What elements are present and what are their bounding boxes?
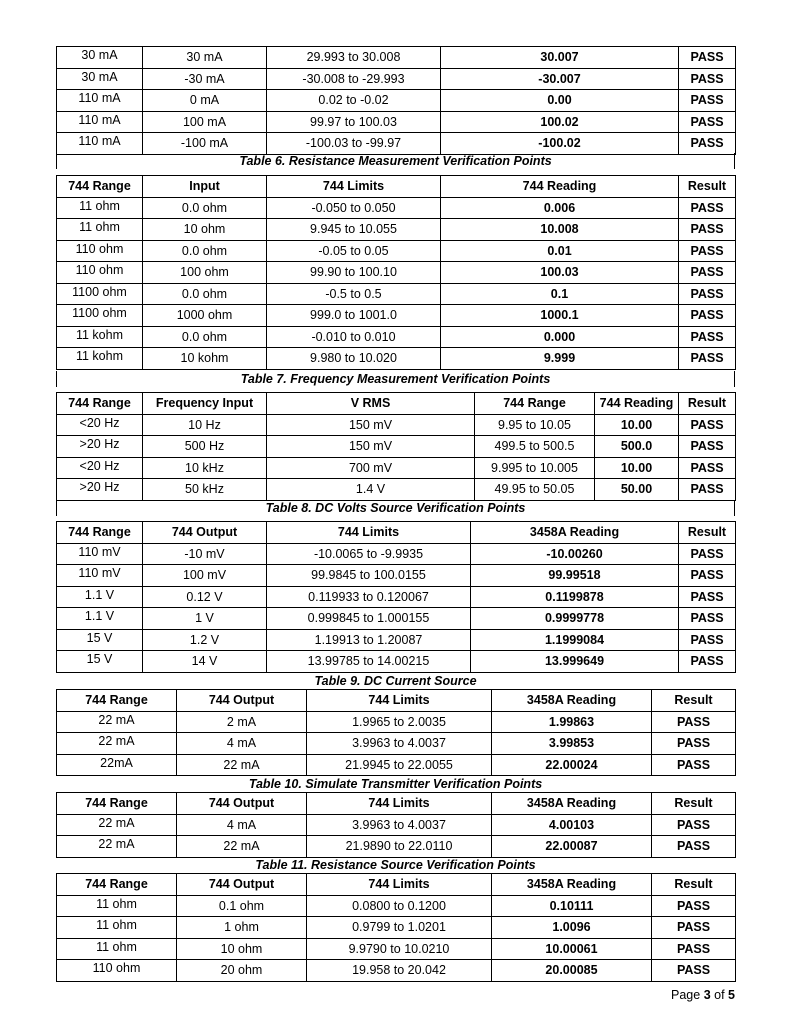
table-cell: 0.12 V — [143, 586, 267, 608]
table-cell: PASS — [652, 917, 736, 939]
table-cell: 49.95 to 50.05 — [475, 479, 595, 501]
table-cell: PASS — [679, 326, 736, 348]
table-row — [57, 733, 736, 755]
table-cell: PASS — [679, 436, 736, 458]
table-cell: 20.00085 — [492, 960, 652, 982]
page-total: 5 — [728, 988, 735, 1002]
table-row — [57, 565, 736, 587]
table-cell: 0 mA — [143, 90, 267, 112]
column-header: 744 Output — [143, 522, 267, 544]
table-row — [57, 917, 736, 939]
of-word: of — [714, 988, 725, 1002]
table-cell: PASS — [679, 240, 736, 262]
table-9 — [56, 689, 736, 776]
table-cell: 50 kHz — [143, 479, 267, 501]
column-header: 744 Range — [57, 393, 143, 415]
table-row — [57, 262, 736, 284]
table-cell: PASS — [679, 414, 736, 436]
table-cell: 11 ohm — [57, 895, 177, 917]
table-header-row — [57, 176, 736, 198]
table-cell: 0.0 ohm — [143, 197, 267, 219]
table-cell: 1.99863 — [492, 711, 652, 733]
column-header: Frequency Input — [143, 393, 267, 415]
table-cell: 0.1 ohm — [177, 895, 307, 917]
table-cell: -30.007 — [441, 68, 679, 90]
table-cell: PASS — [679, 479, 736, 501]
table-cell: 0.0 ohm — [143, 283, 267, 305]
table-cell: 30 mA — [57, 68, 143, 90]
table-cell: -100 mA — [143, 133, 267, 155]
table-8 — [56, 521, 736, 673]
table-10-caption: Table 10. Simulate Transmitter Verification Points — [248, 777, 543, 791]
table-cell: PASS — [679, 47, 736, 69]
table-cell: 1.9965 to 2.0035 — [307, 711, 492, 733]
column-header: V RMS — [267, 393, 475, 415]
table-header-row — [57, 874, 736, 896]
table-cell: 110 mV — [57, 543, 143, 565]
table-cell: PASS — [679, 133, 736, 155]
table-cell: 10 Hz — [143, 414, 267, 436]
table-cell: 100 ohm — [143, 262, 267, 284]
page-word: Page — [671, 988, 701, 1002]
table-cell: 22.00087 — [492, 836, 652, 858]
table-cell: 110 ohm — [57, 240, 143, 262]
table-cell: >20 Hz — [57, 479, 143, 501]
table-row — [57, 348, 736, 370]
table-row — [57, 414, 736, 436]
table-row — [57, 111, 736, 133]
table-cell: 99.9845 to 100.0155 — [267, 565, 471, 587]
column-header: Result — [652, 874, 736, 896]
table-cell: -100.02 — [441, 133, 679, 155]
table-cell: 1 V — [143, 608, 267, 630]
table-row — [57, 305, 736, 327]
table-row — [57, 240, 736, 262]
table-row — [57, 608, 736, 630]
column-header: 744 Limits — [307, 793, 492, 815]
table-cell: 150 mV — [267, 414, 475, 436]
table-cell: 19.958 to 20.042 — [307, 960, 492, 982]
column-header: 744 Limits — [267, 522, 471, 544]
table-row — [57, 814, 736, 836]
table-cell: 1.4 V — [267, 479, 475, 501]
table-cell: 13.999649 — [471, 651, 679, 673]
table-cell: 9.995 to 10.005 — [475, 457, 595, 479]
table-cell: 30 mA — [57, 47, 143, 69]
table-cell: 10.00 — [595, 457, 679, 479]
table-cell: 20 ohm — [177, 960, 307, 982]
table-row — [57, 895, 736, 917]
table-row — [57, 938, 736, 960]
table-cell: 150 mV — [267, 436, 475, 458]
table-row — [57, 479, 736, 501]
table-cell: 100.03 — [441, 262, 679, 284]
table-cell: 3.9963 to 4.0037 — [307, 814, 492, 836]
table-cell: -100.03 to -99.97 — [267, 133, 441, 155]
table-cell: 22mA — [57, 754, 177, 776]
column-header: 744 Output — [177, 793, 307, 815]
table-cell: 11 kohm — [57, 348, 143, 370]
table-cell: 999.0 to 1001.0 — [267, 305, 441, 327]
table-cell: 10 ohm — [177, 938, 307, 960]
table-cell: 0.006 — [441, 197, 679, 219]
table-cell: PASS — [652, 895, 736, 917]
table-row — [57, 47, 736, 69]
column-header: 3458A Reading — [492, 690, 652, 712]
table-row — [57, 90, 736, 112]
table-cell: 1.2 V — [143, 629, 267, 651]
table-row — [57, 629, 736, 651]
column-header: Result — [679, 393, 736, 415]
table-cell: 110 mA — [57, 90, 143, 112]
column-header: 3458A Reading — [471, 522, 679, 544]
table-5-continued — [56, 46, 736, 155]
table-cell: 11 kohm — [57, 326, 143, 348]
table-cell: PASS — [679, 197, 736, 219]
table-cell: 0.1199878 — [471, 586, 679, 608]
table-cell: 0.02 to -0.02 — [267, 90, 441, 112]
table-cell: 10 ohm — [143, 219, 267, 241]
table-cell: -0.5 to 0.5 — [267, 283, 441, 305]
column-header: 744 Range — [475, 393, 595, 415]
table-cell: 99.97 to 100.03 — [267, 111, 441, 133]
table-row — [57, 711, 736, 733]
table-cell: -30 mA — [143, 68, 267, 90]
table-cell: 14 V — [143, 651, 267, 673]
table-8-caption: Table 8. DC Volts Source Verification Points — [56, 500, 735, 516]
table-cell: 100 mV — [143, 565, 267, 587]
column-header: 744 Range — [57, 690, 177, 712]
table-cell: 100.02 — [441, 111, 679, 133]
table-11-caption: Table 11. Resistance Source Verification Points — [255, 858, 536, 872]
table-cell: PASS — [679, 111, 736, 133]
table-cell: PASS — [679, 543, 736, 565]
table-cell: -30.008 to -29.993 — [267, 68, 441, 90]
column-header: Result — [679, 522, 736, 544]
table-cell: 11 ohm — [57, 917, 177, 939]
table-row — [57, 68, 736, 90]
table-cell: 10 kHz — [143, 457, 267, 479]
table-cell: 1000 ohm — [143, 305, 267, 327]
table-cell: 1.19913 to 1.20087 — [267, 629, 471, 651]
table-header-row — [57, 522, 736, 544]
table-cell: 11 ohm — [57, 219, 143, 241]
table-cell: 1100 ohm — [57, 305, 143, 327]
table-6 — [56, 175, 736, 370]
table-cell: 1100 ohm — [57, 283, 143, 305]
table-cell: 0.999845 to 1.000155 — [267, 608, 471, 630]
table-cell: 9.980 to 10.020 — [267, 348, 441, 370]
page-current: 3 — [703, 988, 711, 1002]
table-cell: 22.00024 — [492, 754, 652, 776]
table-cell: PASS — [652, 836, 736, 858]
column-header: Result — [652, 793, 736, 815]
column-header: 744 Limits — [267, 176, 441, 198]
table-cell: PASS — [679, 219, 736, 241]
table-cell: PASS — [679, 262, 736, 284]
table-cell: PASS — [679, 457, 736, 479]
table-cell: 99.99518 — [471, 565, 679, 587]
table-cell: 110 ohm — [57, 960, 177, 982]
table-row — [57, 283, 736, 305]
table-cell: 0.119933 to 0.120067 — [267, 586, 471, 608]
table-cell: 700 mV — [267, 457, 475, 479]
table-10 — [56, 792, 736, 858]
table-row — [57, 836, 736, 858]
table-cell: PASS — [652, 711, 736, 733]
table-cell: 21.9890 to 22.0110 — [307, 836, 492, 858]
table-cell: PASS — [652, 754, 736, 776]
table-cell: 4 mA — [177, 814, 307, 836]
table-row — [57, 754, 736, 776]
table-cell: 110 ohm — [57, 262, 143, 284]
table-cell: <20 Hz — [57, 414, 143, 436]
table-cell: PASS — [679, 586, 736, 608]
table-cell: PASS — [679, 629, 736, 651]
table-row — [57, 960, 736, 982]
table-cell: -0.010 to 0.010 — [267, 326, 441, 348]
table-cell: 15 V — [57, 651, 143, 673]
table-cell: 4 mA — [177, 733, 307, 755]
table-cell: 4.00103 — [492, 814, 652, 836]
table-cell: 0.0 ohm — [143, 240, 267, 262]
table-cell: -10.0065 to -9.9935 — [267, 543, 471, 565]
table-cell: PASS — [679, 283, 736, 305]
table-cell: 2 mA — [177, 711, 307, 733]
column-header: Input — [143, 176, 267, 198]
table-cell: PASS — [679, 348, 736, 370]
column-header: 744 Output — [177, 874, 307, 896]
column-header: 3458A Reading — [492, 793, 652, 815]
column-header: 744 Range — [57, 793, 177, 815]
table-cell: 22 mA — [57, 711, 177, 733]
table-header-row — [57, 690, 736, 712]
table-cell: PASS — [652, 938, 736, 960]
table-cell: PASS — [679, 565, 736, 587]
table-cell: 110 mA — [57, 111, 143, 133]
table-cell: 0.01 — [441, 240, 679, 262]
table-cell: 30.007 — [441, 47, 679, 69]
table-cell: -10 mV — [143, 543, 267, 565]
table-row — [57, 197, 736, 219]
table-cell: 11 ohm — [57, 197, 143, 219]
column-header: 744 Range — [57, 522, 143, 544]
table-cell: PASS — [679, 608, 736, 630]
table-row — [57, 219, 736, 241]
table-cell: 0.9799 to 1.0201 — [307, 917, 492, 939]
column-header: 744 Limits — [307, 874, 492, 896]
table-cell: 10.008 — [441, 219, 679, 241]
table-cell: 15 V — [57, 629, 143, 651]
table-cell: PASS — [652, 814, 736, 836]
table-cell: 11 ohm — [57, 938, 177, 960]
table-cell: 29.993 to 30.008 — [267, 47, 441, 69]
table-7-caption: Table 7. Frequency Measurement Verification Points — [56, 371, 735, 387]
table-cell: 0.0800 to 0.1200 — [307, 895, 492, 917]
table-cell: PASS — [679, 651, 736, 673]
table-cell: 10.00061 — [492, 938, 652, 960]
column-header: 744 Reading — [595, 393, 679, 415]
table-cell: 9.9790 to 10.0210 — [307, 938, 492, 960]
table-cell: 1000.1 — [441, 305, 679, 327]
table-cell: 22 mA — [177, 754, 307, 776]
table-cell: PASS — [652, 733, 736, 755]
table-cell: 1.1 V — [57, 608, 143, 630]
table-header-row — [57, 793, 736, 815]
column-header: 744 Reading — [441, 176, 679, 198]
table-cell: 10 kohm — [143, 348, 267, 370]
table-cell: PASS — [679, 90, 736, 112]
table-cell: -10.00260 — [471, 543, 679, 565]
column-header: 3458A Reading — [492, 874, 652, 896]
table-6-caption: Table 6. Resistance Measurement Verification Points — [56, 153, 735, 169]
table-cell: 500.0 — [595, 436, 679, 458]
table-cell: 22 mA — [57, 733, 177, 755]
table-cell: 10.00 — [595, 414, 679, 436]
table-cell: 0.0 ohm — [143, 326, 267, 348]
column-header: 744 Output — [177, 690, 307, 712]
page-number — [671, 988, 735, 1002]
table-cell: 0.9999778 — [471, 608, 679, 630]
table-cell: 110 mA — [57, 133, 143, 155]
table-row — [57, 326, 736, 348]
table-cell: 50.00 — [595, 479, 679, 501]
column-header: 744 Range — [57, 874, 177, 896]
table-cell: -0.050 to 0.050 — [267, 197, 441, 219]
table-cell: 9.95 to 10.05 — [475, 414, 595, 436]
table-cell: 1 ohm — [177, 917, 307, 939]
table-cell: 0.000 — [441, 326, 679, 348]
table-cell: 100 mA — [143, 111, 267, 133]
table-cell: 99.90 to 100.10 — [267, 262, 441, 284]
table-cell: 9.945 to 10.055 — [267, 219, 441, 241]
table-cell: 0.00 — [441, 90, 679, 112]
table-row — [57, 651, 736, 673]
table-cell: 22 mA — [57, 814, 177, 836]
table-cell: 13.99785 to 14.00215 — [267, 651, 471, 673]
column-header: 744 Limits — [307, 690, 492, 712]
table-cell: PASS — [679, 305, 736, 327]
table-header-row — [57, 393, 736, 415]
table-row — [57, 543, 736, 565]
table-cell: 22 mA — [177, 836, 307, 858]
table-cell: 1.1 V — [57, 586, 143, 608]
table-cell: 500 Hz — [143, 436, 267, 458]
column-header: Result — [652, 690, 736, 712]
table-row — [57, 133, 736, 155]
table-row — [57, 457, 736, 479]
table-cell: 499.5 to 500.5 — [475, 436, 595, 458]
table-cell: 22 mA — [57, 836, 177, 858]
table-cell: 21.9945 to 22.0055 — [307, 754, 492, 776]
table-cell: -0.05 to 0.05 — [267, 240, 441, 262]
table-7 — [56, 392, 736, 501]
table-row — [57, 586, 736, 608]
table-cell: 0.1 — [441, 283, 679, 305]
table-cell: 1.1999084 — [471, 629, 679, 651]
table-cell: 0.10111 — [492, 895, 652, 917]
table-9-caption: Table 9. DC Current Source — [314, 674, 477, 688]
column-header: 744 Range — [57, 176, 143, 198]
table-11 — [56, 873, 736, 982]
table-cell: 1.0096 — [492, 917, 652, 939]
table-cell: PASS — [679, 68, 736, 90]
table-cell: 9.999 — [441, 348, 679, 370]
table-row — [57, 436, 736, 458]
table-cell: 30 mA — [143, 47, 267, 69]
table-cell: 3.9963 to 4.0037 — [307, 733, 492, 755]
column-header: Result — [679, 176, 736, 198]
table-cell: 110 mV — [57, 565, 143, 587]
table-cell: PASS — [652, 960, 736, 982]
table-cell: 3.99853 — [492, 733, 652, 755]
table-cell: <20 Hz — [57, 457, 143, 479]
table-cell: >20 Hz — [57, 436, 143, 458]
